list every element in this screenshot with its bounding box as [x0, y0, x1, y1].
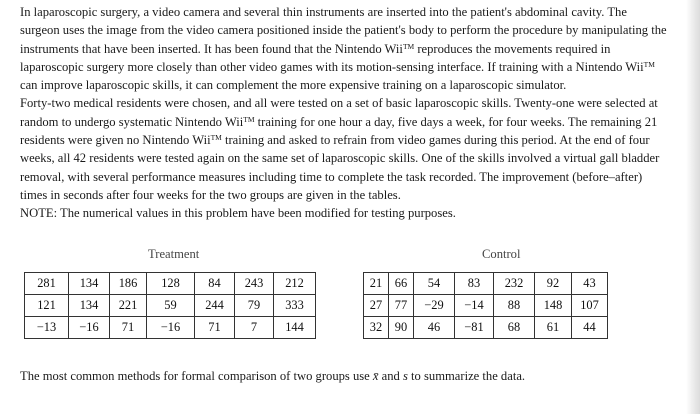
table-cell: 90: [389, 317, 414, 339]
table-cell: 244: [195, 295, 235, 317]
paragraph-intro-part-c: can improve laparoscopic skills, it can complement the more expensive training on a laparoscopic simulator.: [20, 78, 567, 93]
table-cell: 71: [195, 317, 235, 339]
table-row: [25, 273, 316, 295]
table-cell: 84: [195, 273, 235, 295]
table-cell: 121: [25, 295, 69, 317]
table-cell: 148: [535, 295, 572, 317]
footer-part-a: The most common methods for formal comparison of two groups use: [20, 369, 373, 383]
table-cell: 333: [274, 295, 316, 317]
paragraph-study: [20, 94, 668, 204]
table-cell: 71: [110, 317, 147, 339]
table-cell: 7: [235, 317, 274, 339]
table-cell: 232: [494, 273, 535, 295]
table-cell: 54: [414, 273, 455, 295]
note-line: NOTE: The numerical values in this problem have been modified for testing purposes.: [20, 206, 456, 221]
table-cell: 61: [535, 317, 572, 339]
table-cell: 66: [389, 273, 414, 295]
table-row: [364, 317, 608, 339]
table-cell: −14: [455, 295, 494, 317]
trademark-mark: TM: [402, 41, 415, 51]
control-table: [363, 272, 608, 339]
table-cell: 134: [69, 273, 110, 295]
paragraph-intro: [20, 3, 668, 94]
table-cell: −29: [414, 295, 455, 317]
table-row: [25, 317, 316, 339]
problem-text: [20, 3, 668, 223]
treatment-label: Treatment: [148, 247, 200, 261]
s-symbol: s: [403, 369, 408, 383]
table-cell: 281: [25, 273, 69, 295]
treatment-table: [24, 272, 316, 339]
table-cell: 243: [235, 273, 274, 295]
paragraph-study-part-a: Forty-two medical residents were chosen, and all were tested on a set of basic laparoscopic skills. Twenty-one were selected at random to undergo systematic Nintendo Wii: [20, 96, 658, 129]
table-cell: 68: [494, 317, 535, 339]
paragraph-study-part-c: training and asked to refrain from video games during this period. At the end of four weeks, all 42 residents were tested again on the same set of laparoscopic skills. One of the skills involved a virtual gall bladder removal, with several performance measures including time to complete the task recorded. The improvement (before–after) times in seconds after four weeks for the two groups are given in the tables.: [20, 133, 660, 202]
table-cell: 107: [572, 295, 608, 317]
trademark-mark: TM: [243, 114, 255, 124]
table-cell: 77: [389, 295, 414, 317]
paragraph-intro-part-b: reproduces the movements required in laparoscopic surgery more closely than other video games with its motion-sensing interface. If training with a Nintendo Wii: [20, 41, 644, 74]
table-cell: 32: [364, 317, 389, 339]
paragraph-study-part-b: training for one hour a day, five days a week, for four weeks. The remaining 21 residents were given no Nintendo Wii: [20, 114, 658, 148]
table-row: [364, 273, 608, 295]
paragraph-intro-part-a: In laparoscopic surgery, a video camera and several thin instruments are inserted into the patient's abdominal cavity. The surgeon uses the image from the video camera positioned inside the patient's body to perform the procedure by manipulating the instruments that have been inserted. It has been found that the Nintendo Wii: [20, 5, 667, 56]
table-cell: 79: [235, 295, 274, 317]
table-cell: −16: [147, 317, 195, 339]
table-cell: 27: [364, 295, 389, 317]
control-label: Control: [482, 247, 521, 261]
table-cell: 144: [274, 317, 316, 339]
table-cell: −16: [69, 317, 110, 339]
table-cell: 212: [274, 273, 316, 295]
table-cell: 21: [364, 273, 389, 295]
table-cell: −81: [455, 317, 494, 339]
table-row: [364, 295, 608, 317]
table-cell: 43: [572, 273, 608, 295]
page-edge-shadow: [686, 0, 700, 414]
table-cell: 221: [110, 295, 147, 317]
footer-part-b: and: [378, 369, 403, 383]
table-cell: 44: [572, 317, 608, 339]
table-cell: 46: [414, 317, 455, 339]
footer-sentence: [20, 369, 525, 384]
table-cell: −13: [25, 317, 69, 339]
table-cell: 128: [147, 273, 195, 295]
xbar-symbol: x̄: [372, 369, 379, 383]
table-cell: 59: [147, 295, 195, 317]
trademark-mark: TM: [210, 133, 222, 143]
table-cell: 186: [110, 273, 147, 295]
trademark-mark: TM: [643, 59, 655, 69]
table-cell: 83: [455, 273, 494, 295]
table-cell: 134: [69, 295, 110, 317]
table-cell: 88: [494, 295, 535, 317]
table-row: [25, 295, 316, 317]
table-cell: 92: [535, 273, 572, 295]
footer-part-c: to summarize the data.: [407, 369, 526, 383]
